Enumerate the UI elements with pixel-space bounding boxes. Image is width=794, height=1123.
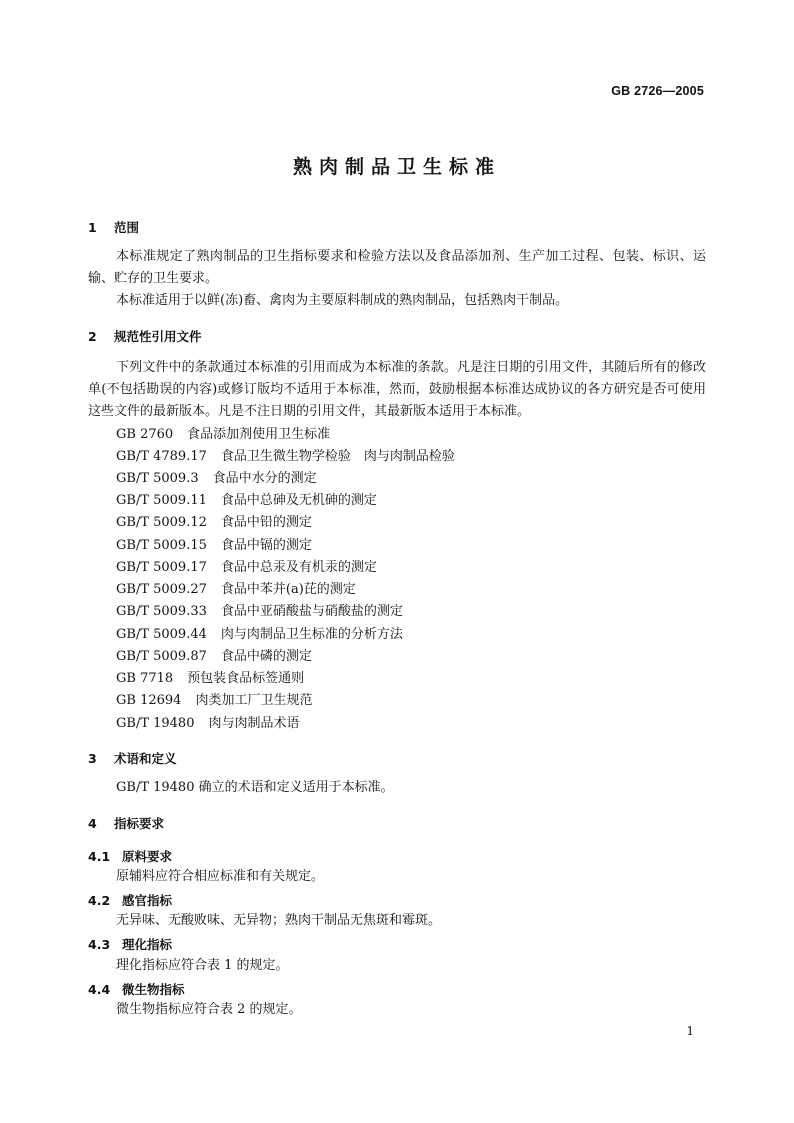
reference-title: 食品中总砷及无机砷的测定 xyxy=(220,493,377,508)
reference-code: GB/T 5009.87 xyxy=(116,649,207,664)
section-title: 规范性引用文件 xyxy=(114,329,202,344)
subsection-number: 4.1 xyxy=(88,849,111,864)
reference-title: 食品添加剂使用卫生标准 xyxy=(187,427,331,442)
reference-item xyxy=(116,446,455,468)
reference-title: 食品中磷的测定 xyxy=(220,649,312,664)
subsection-4-4-text: 微生物指标应符合表 2 的规定。 xyxy=(116,1002,302,1017)
page-number: 1 xyxy=(686,1024,694,1038)
reference-item xyxy=(116,468,317,490)
section-number: 1 xyxy=(88,220,97,235)
section-3-paragraph-1: GB/T 19480 确立的术语和定义适用于本标准。 xyxy=(116,780,394,795)
section-number: 3 xyxy=(88,751,97,766)
subsection-number: 4.4 xyxy=(88,982,111,997)
section-2-heading xyxy=(88,327,202,345)
reference-item xyxy=(116,646,312,668)
subsection-4-1-heading xyxy=(88,847,172,865)
section-2-paragraph-1: 下列文件中的条款通过本标准的引用而成为本标准的条款。凡是注日期的引用文件，其随后所有的修改单(不包括勘误的内容)或修订版均不适用于本标准，然而，鼓励根据本标准达成协议的各方研究是否可使用这些文件的最新版本。凡是不注日期的引用文件，其最新版本适用于本标准。 xyxy=(88,360,706,419)
reference-item xyxy=(116,424,330,446)
section-number: 4 xyxy=(88,816,97,831)
subsection-number: 4.3 xyxy=(88,937,111,952)
subsection-title: 感官指标 xyxy=(122,893,173,908)
document-title: 熟肉制品卫生标准 xyxy=(292,156,501,178)
subsection-4-3-heading xyxy=(88,935,172,953)
subsection-title: 理化指标 xyxy=(122,937,173,952)
reference-title: 食品卫生微生物学检验 肉与肉制品检验 xyxy=(220,449,455,464)
reference-code: GB/T 19480 xyxy=(116,716,195,731)
reference-code: GB/T 4789.17 xyxy=(116,449,207,464)
reference-item xyxy=(116,490,377,512)
reference-item xyxy=(116,624,403,646)
reference-title: 肉类加工厂卫生规范 xyxy=(195,693,313,708)
reference-item xyxy=(116,601,403,623)
subsection-title: 原料要求 xyxy=(122,849,173,864)
reference-title: 预包装食品标签通则 xyxy=(187,671,305,686)
subsection-4-1-text: 原辅料应符合相应标准和有关规定。 xyxy=(116,869,325,884)
section-number: 2 xyxy=(88,329,97,344)
reference-code: GB/T 5009.27 xyxy=(116,582,207,597)
reference-item xyxy=(116,579,356,601)
subsection-number: 4.2 xyxy=(88,893,111,908)
subsection-4-4-heading xyxy=(88,980,185,998)
section-1-paragraph-1: 本标准规定了熟肉制品的卫生指标要求和检验方法以及食品添加剂、生产加工过程、包装、标识、运输、贮存的卫生要求。 xyxy=(88,249,706,286)
section-3-heading xyxy=(88,749,177,767)
reference-code: GB/T 5009.44 xyxy=(116,627,207,642)
reference-item xyxy=(116,668,304,690)
reference-title: 肉与肉制品卫生标准的分析方法 xyxy=(220,627,403,642)
section-4-heading xyxy=(88,814,164,832)
reference-item xyxy=(116,512,312,534)
reference-code: GB/T 5009.15 xyxy=(116,538,207,553)
reference-item xyxy=(116,535,312,557)
section-1-heading xyxy=(88,218,139,236)
reference-code: GB 12694 xyxy=(116,693,182,708)
subsection-title: 微生物指标 xyxy=(122,982,185,997)
reference-title: 食品中镉的测定 xyxy=(220,538,312,553)
reference-title: 食品中总汞及有机汞的测定 xyxy=(220,560,377,575)
reference-code: GB/T 5009.17 xyxy=(116,560,207,575)
section-1-paragraph-2: 本标准适用于以鲜(冻)畜、禽肉为主要原料制成的熟肉制品，包括熟肉干制品。 xyxy=(116,293,569,308)
reference-code: GB/T 5009.12 xyxy=(116,515,207,530)
reference-title: 食品中亚硝酸盐与硝酸盐的测定 xyxy=(220,604,403,619)
subsection-4-2-text: 无异味、无酸败味、无异物；熟肉干制品无焦斑和霉斑。 xyxy=(116,913,442,928)
subsection-4-3-text: 理化指标应符合表 1 的规定。 xyxy=(116,958,289,973)
reference-title: 肉与肉制品术语 xyxy=(208,716,300,731)
standard-number: GB 2726—2005 xyxy=(611,84,704,98)
reference-title: 食品中水分的测定 xyxy=(212,471,317,486)
reference-code: GB 7718 xyxy=(116,671,174,686)
reference-item xyxy=(116,690,312,712)
section-title: 范围 xyxy=(114,220,140,235)
reference-title: 食品中苯并(a)芘的测定 xyxy=(220,582,356,597)
section-title: 术语和定义 xyxy=(114,751,177,766)
reference-code: GB/T 5009.33 xyxy=(116,604,207,619)
reference-code: GB/T 5009.11 xyxy=(116,493,207,508)
reference-code: GB 2760 xyxy=(116,427,174,442)
reference-title: 食品中铅的测定 xyxy=(220,515,312,530)
subsection-4-2-heading xyxy=(88,891,172,909)
reference-code: GB/T 5009.3 xyxy=(116,471,199,486)
reference-item xyxy=(116,713,300,735)
reference-item xyxy=(116,557,377,579)
section-title: 指标要求 xyxy=(114,816,165,831)
